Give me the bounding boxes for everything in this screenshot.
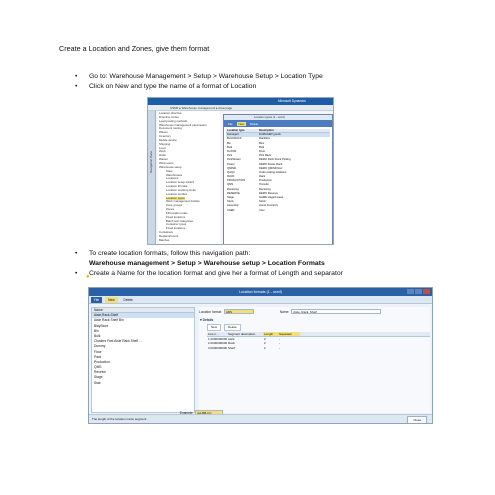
column-header[interactable]: Separator xyxy=(278,332,300,336)
window-title: Microsoft Dynamics xyxy=(148,98,333,105)
tree-item-label: Sites xyxy=(166,169,173,173)
details-toolbar xyxy=(207,324,430,331)
close-button[interactable]: Close xyxy=(407,416,427,424)
tree-item-label: Warehouse management parameters xyxy=(159,123,207,127)
tree-item-label: Batch sub categories xyxy=(166,219,193,223)
table-cell: PRODUCTION xyxy=(227,179,246,183)
table-cell: Home Inventory xyxy=(259,204,278,208)
list-item[interactable]: Aisle,Rack,Shelf xyxy=(92,313,194,318)
table-cell: Power xyxy=(227,162,235,166)
table-row[interactable] xyxy=(207,346,430,351)
table-cell: Receiving xyxy=(259,187,271,191)
table-cell: RESERVE xyxy=(227,191,240,195)
table-cell: QAQA xyxy=(227,170,235,174)
table-cell: DEMO Power Rack xyxy=(259,162,283,166)
table-cell[interactable]: 3.0000000000 xyxy=(208,345,227,350)
table-cell: Rack xyxy=(259,175,266,179)
tree-item-label: Location profiles xyxy=(166,192,188,196)
table-cell[interactable]: - xyxy=(279,341,280,346)
table-cell[interactable]: 2.0000000000 xyxy=(208,341,227,346)
table-cell: DEMO Pack Stock Picking xyxy=(259,158,291,162)
location-types-dialog xyxy=(223,114,333,245)
tree-item-label: Load posting methods xyxy=(159,119,188,123)
segments-table xyxy=(207,332,430,350)
table-cell: BULKRACK xyxy=(227,137,242,141)
location-types-screenshot xyxy=(147,97,334,245)
tree-item-label: Fixed locations xyxy=(166,227,186,231)
page-title: Create a Location and Zones, give them format xyxy=(59,44,210,53)
dialog-title: Location types (1 - usmf) xyxy=(224,115,332,120)
table-cell: Bins xyxy=(259,141,265,145)
maximize-icon[interactable] xyxy=(415,289,422,294)
tree-item-label: Mobile device xyxy=(159,138,177,142)
column-header[interactable]: Segment description xyxy=(228,332,256,336)
navigation-path: Warehouse management > Setup > Warehouse setup > Location Formats xyxy=(89,260,325,267)
table-cell: Floor xyxy=(259,149,266,153)
location-format-field[interactable]: ARS xyxy=(224,309,254,314)
tree-item-label: Fill location rules xyxy=(166,211,188,215)
status-text: The length of the location name segment xyxy=(92,417,147,421)
table-cell: GAME staged areas xyxy=(259,196,284,199)
table-cell: RACK xyxy=(227,175,235,179)
tree-item-label: Hubs xyxy=(159,154,166,158)
list-header[interactable]: Name xyxy=(92,308,194,313)
file-button[interactable]: File xyxy=(91,297,102,303)
table-cell: Pick xyxy=(227,154,233,158)
minimize-icon[interactable] xyxy=(407,289,414,294)
toolbar xyxy=(89,296,432,304)
tree-item-label: Container types xyxy=(166,223,187,227)
tree-item-label: Replenishment xyxy=(159,235,179,238)
list-item[interactable]: Pack xyxy=(94,354,102,359)
table-cell[interactable]: 1.0000000000 xyxy=(208,336,227,341)
steps-list-top xyxy=(75,72,323,92)
name-field[interactable]: Aisle, Rack, Shelf xyxy=(291,309,381,314)
table-cell: Transfer xyxy=(259,183,269,187)
tree-item-label: Locations xyxy=(166,177,179,181)
column-header[interactable]: Description xyxy=(259,129,274,132)
table-cell: Rackflow xyxy=(259,137,270,141)
table-cell: QMS xyxy=(227,183,234,187)
table-cell[interactable]: 2 xyxy=(264,345,266,350)
column-header[interactable]: Line n... xyxy=(208,332,219,336)
list-item[interactable]: Floor xyxy=(94,349,102,354)
tree-item-label: Batches xyxy=(159,238,170,242)
delete-button[interactable]: Delete xyxy=(123,297,133,302)
table-cell: Stock xyxy=(259,200,266,204)
tree-item-label: Warehouse setup xyxy=(159,165,182,169)
navigation-pane-label: Navigation Pane xyxy=(149,151,153,174)
location-formats-screenshot xyxy=(88,287,433,424)
detail-pane xyxy=(199,307,430,413)
table-cell: Stock xyxy=(227,200,234,204)
table-cell: Production xyxy=(259,179,272,183)
tree-item-label: Waves xyxy=(159,131,168,135)
list-item[interactable]: Stair xyxy=(94,380,101,385)
list-item[interactable]: Production xyxy=(94,359,110,364)
table-cell[interactable]: Shelf xyxy=(228,345,235,350)
table-cell: DEMO QMIND Rec xyxy=(259,166,283,170)
table-cell: DEMO Reserve xyxy=(259,191,278,195)
area-page-tree xyxy=(158,111,220,244)
new-button[interactable]: New xyxy=(105,297,117,303)
tree-item-label: Location directive xyxy=(159,112,182,115)
table-cell: USER xyxy=(227,208,235,212)
table-cell: Damaged xyxy=(227,133,239,137)
new-button[interactable]: New xyxy=(238,121,245,126)
tree-item-label: Work users xyxy=(159,161,174,165)
file-button[interactable]: File xyxy=(228,121,233,126)
table-cell: Order picking locations xyxy=(259,170,287,174)
tree-item-label: Location types xyxy=(166,196,185,200)
tree-item-label: Work xyxy=(159,150,166,154)
tree-item-label: Zones xyxy=(166,208,175,212)
table-cell: Receiving xyxy=(227,187,239,191)
location-format-list xyxy=(91,307,195,413)
details-section-header[interactable] xyxy=(199,318,430,322)
header-fields xyxy=(199,308,430,315)
list-item[interactable]: Clusters First Aisle Rack Shelf ... xyxy=(94,339,142,344)
window-controls xyxy=(407,289,430,294)
table-cell: PickStream xyxy=(227,158,241,162)
tree-item-label: Load xyxy=(159,146,166,150)
details-label: Details xyxy=(202,318,214,322)
step-item: • Create a Name for the location format and give her a format of Length and separator xyxy=(75,269,343,279)
tree-item-label: Zone groups xyxy=(166,204,183,208)
pointer-marker-icon: ● xyxy=(86,274,90,280)
list-item[interactable]: Receive xyxy=(94,370,106,375)
table-cell: Bulk xyxy=(227,145,233,149)
list-item[interactable]: Bin xyxy=(94,328,99,333)
status-bar xyxy=(89,414,432,423)
column-header[interactable]: Length xyxy=(263,332,278,336)
table-cell: Stage xyxy=(227,196,235,199)
table-cell: Assembly xyxy=(227,204,239,208)
list-item[interactable]: Dummy xyxy=(94,344,106,349)
tree-item-label: Waves xyxy=(159,158,168,162)
tree-item-label: Location stocking limits xyxy=(166,188,196,192)
tree-item-label: Document routing xyxy=(159,127,182,131)
tree-item-label: Warehouses xyxy=(166,173,183,177)
step-item: • Click on New and type the name of a format of Location xyxy=(75,82,323,92)
list-item[interactable]: BlayStore xyxy=(94,323,109,328)
tree-item[interactable] xyxy=(158,239,220,243)
table-cell: User xyxy=(259,208,265,212)
navigation-pane[interactable] xyxy=(148,111,156,244)
table-cell[interactable]: 2 xyxy=(264,336,266,341)
table-cell[interactable]: Aisle xyxy=(228,336,235,341)
name-label: Name: xyxy=(279,309,290,314)
example-field: AA-BB-CC xyxy=(195,410,223,415)
table-cell[interactable]: - xyxy=(279,336,280,341)
address-bar[interactable]: USMF ▸ Warehouse management ▸ Area page xyxy=(148,105,333,111)
table-row[interactable] xyxy=(226,209,330,213)
step-item: • To create location formats, follow this navigation path: xyxy=(75,249,343,259)
collapse-icon: ▾ xyxy=(200,318,203,322)
table-cell[interactable]: Rack xyxy=(228,341,235,346)
steps-list-bottom xyxy=(75,249,343,279)
list-item[interactable]: QMS xyxy=(94,365,102,370)
tree-item-label: Work management bottles xyxy=(166,200,200,204)
list-item[interactable]: Aisle Rack Shelf Bin xyxy=(94,318,124,323)
table-cell: Bulk xyxy=(259,145,265,149)
details-delete-button[interactable]: Delete xyxy=(224,324,241,331)
tree-item-label: Containers xyxy=(159,231,173,235)
tree-item-label: Directive codes xyxy=(159,115,179,119)
step-item: • Go to: Warehouse Management > Setup > Warehouse Setup > Location Type xyxy=(75,72,323,82)
table-cell: Pick Rack xyxy=(259,154,271,158)
tree-item-label: Location formats xyxy=(166,185,188,189)
list-item[interactable]: Stage xyxy=(94,375,103,380)
table-cell: DAMAGED goods xyxy=(259,133,281,137)
tree-item-label: Location setup wizard xyxy=(166,181,194,185)
example-label: Example: xyxy=(180,410,194,415)
tree-item-label: Inventory xyxy=(159,135,171,139)
details-new-button[interactable]: New xyxy=(207,324,221,331)
location-types-grid xyxy=(226,129,330,213)
table-cell: QMIND xyxy=(227,166,236,170)
tree-item-label: Shipping xyxy=(159,142,171,146)
table-cell: Bin xyxy=(227,141,231,145)
window-title: Location formats (1 - usmf) xyxy=(239,290,282,294)
dialog-toolbar xyxy=(224,120,332,127)
window-titlebar xyxy=(89,288,432,296)
table-cell[interactable]: - xyxy=(279,345,280,350)
tree-item-label: Fixed locations xyxy=(166,215,186,219)
location-format-label: Location format: xyxy=(199,309,222,314)
column-header[interactable]: Location type xyxy=(227,129,245,132)
table-cell[interactable]: 2 xyxy=(264,341,266,346)
delete-button[interactable]: Delete xyxy=(250,121,259,126)
list-item[interactable]: Bulk xyxy=(94,333,101,338)
table-cell: FLOOR xyxy=(227,149,237,153)
close-icon[interactable] xyxy=(423,289,430,294)
